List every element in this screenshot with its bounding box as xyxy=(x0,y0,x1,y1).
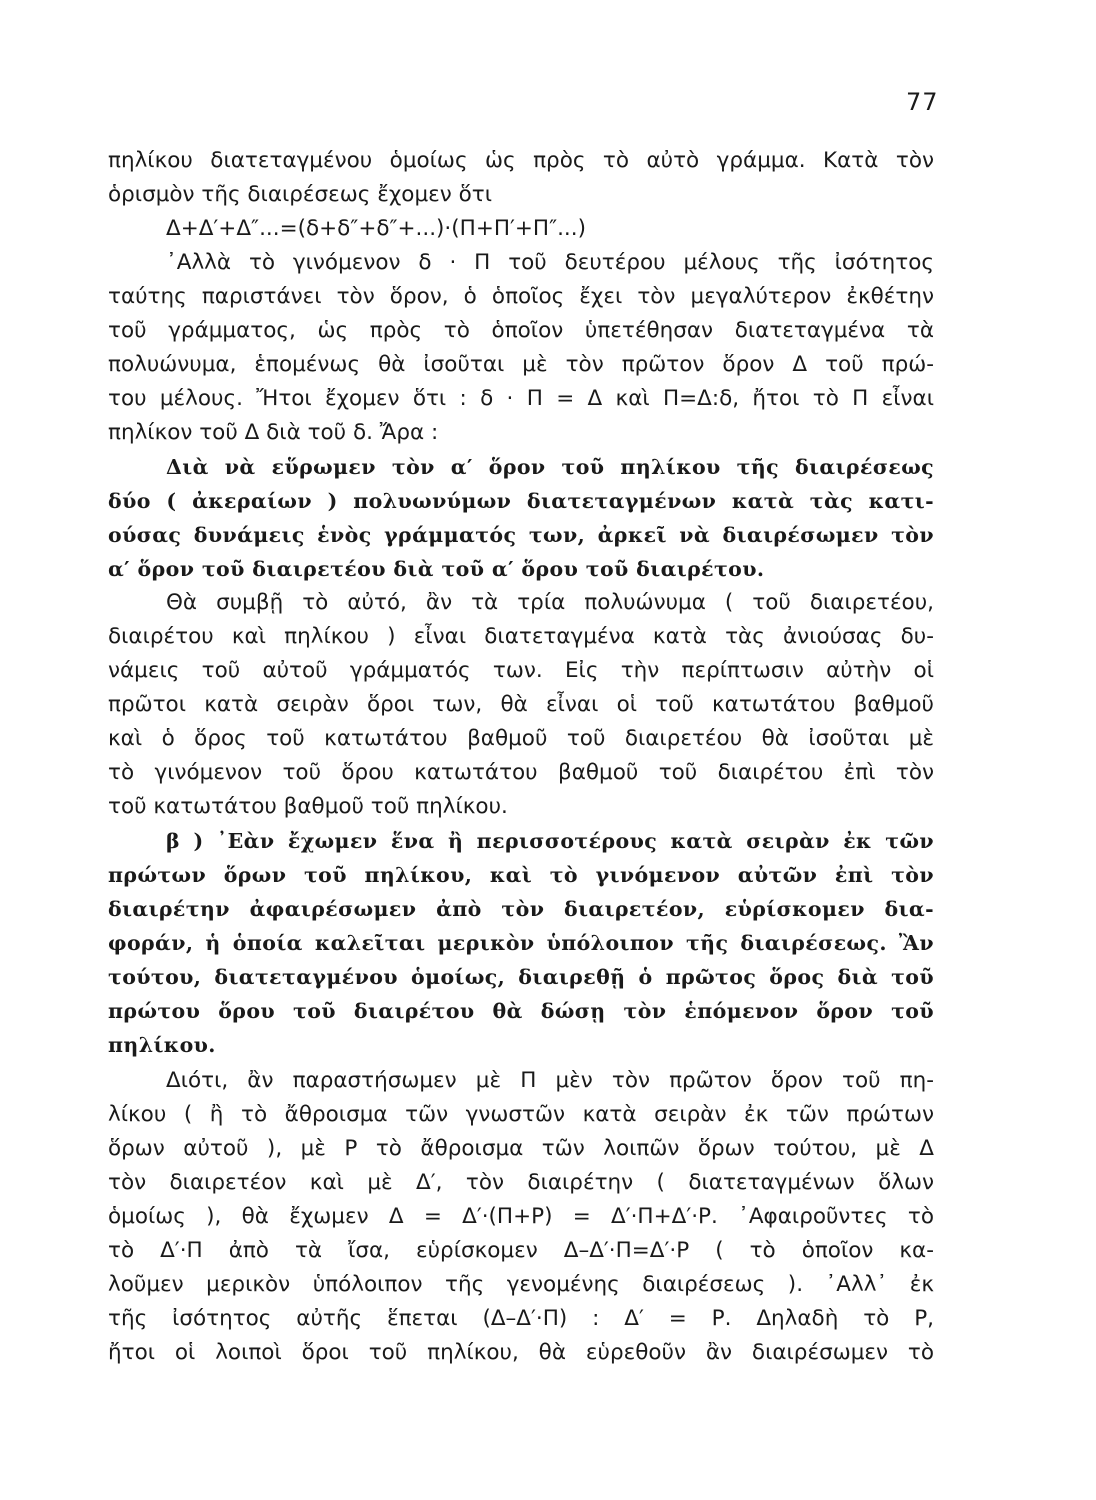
text-line: λίκου ( ἢ τὸ ἄθροισμα τῶν γνωστῶν κατὰ σειρὰν ἐκ τῶν πρώτων xyxy=(108,1102,934,1127)
rule-text-line: α′ ὅρον τοῦ διαιρετέου διὰ τοῦ α′ ὅρου τοῦ διαιρέτου. xyxy=(108,557,765,581)
text-line: Θὰ συμβῇ τὸ αὐτό, ἂν τὰ τρία πολυώνυμα ( τοῦ διαιρετέου, xyxy=(166,590,934,615)
text-line: νάμεις τοῦ αὐτοῦ γράμματός των. Εἰς τὴν περίπτωσιν αὐτὴν οἱ xyxy=(108,658,934,683)
text-line: διαιρέτου καὶ πηλίκου ) εἶναι διατεταγμένα κατὰ τὰς ἀνιούσας δυ- xyxy=(108,624,934,649)
rule-b-block xyxy=(108,824,934,1062)
rule-text-line: ούσας δυνάμεις ἑνὸς γράμματός των, ἀρκεῖ νὰ διαιρέσωμεν τὸν xyxy=(108,523,934,547)
text-line: ᾿Αλλὰ τὸ γινόμενον δ · Π τοῦ δευτέρου μέλους τῆς ἰσότητος xyxy=(166,250,934,275)
rule-text-line: διαιρέτην ἀφαιρέσωμεν ἀπὸ τὸν διαιρετέον, εὑρίσκομεν δια- xyxy=(108,897,934,921)
text-line: λοῦμεν μερικὸν ὑπόλοιπον τῆς γενομένης διαιρέσεως ). ᾿Αλλ᾿ ἐκ xyxy=(108,1272,934,1297)
rule-text-line: β ) ᾿Εὰν ἔχωμεν ἕνα ἢ περισσοτέρους κατὰ σειρὰν ἐκ τῶν xyxy=(166,829,934,853)
text-line: τοῦ γράμματος, ὡς πρὸς τὸ ὁποῖον ὑπετέθησαν διατεταγμένα τὰ xyxy=(108,318,934,343)
text-line: πολυώνυμα, ἑπομένως θὰ ἰσοῦται μὲ τὸν πρῶτον ὅρον Δ τοῦ πρώ- xyxy=(108,352,934,377)
rule-text-line: φοράν, ἡ ὁποία καλεῖται μερικὸν ὑπόλοιπον τῆς διαιρέσεως. Ἂν xyxy=(108,931,934,955)
text-line: τὸ γινόμενον τοῦ ὅρου κατωτάτου βαθμοῦ τοῦ διαιρέτου ἐπὶ τὸν xyxy=(108,760,934,785)
text-line: ταύτης παριστάνει τὸν ὅρον, ὁ ὁποῖος ἔχει τὸν μεγαλύτερον ἐκθέτην xyxy=(108,284,934,309)
text-body xyxy=(108,144,934,824)
text-line: τὸν διαιρετέον καὶ μὲ Δ′, τὸν διαιρέτην ( διατεταγμένων ὅλων xyxy=(108,1170,934,1195)
text-line: πρῶτοι κατὰ σειρὰν ὅροι των, θὰ εἶναι οἱ τοῦ κατωτάτου βαθμοῦ xyxy=(108,692,934,717)
equation-line: Δ+Δ′+Δ″...=(δ+δ″+δ″+...)·(Π+Π′+Π″...) xyxy=(166,216,586,241)
text-line: τοῦ κατωτάτου βαθμοῦ τοῦ πηλίκου. xyxy=(108,794,508,819)
text-line: καὶ ὁ ὅρος τοῦ κατωτάτου βαθμοῦ τοῦ διαιρετέου θὰ ἰσοῦται μὲ xyxy=(108,726,934,751)
rule-text-line: πηλίκου. xyxy=(108,1033,216,1057)
text-line: τῆς ἰσότητος αὐτῆς ἕπεται (Δ–Δ′·Π) : Δ′ = Ρ. Δηλαδὴ τὸ Ρ, xyxy=(108,1306,934,1331)
text-line: πηλίκον τοῦ Δ διὰ τοῦ δ. Ἄρα : xyxy=(108,420,439,445)
rule-text-line: δύο ( ἀκεραίων ) πολυωνύμων διατεταγμένων κατὰ τὰς κατι- xyxy=(108,489,934,513)
text-line: ὅρων αὐτοῦ ), μὲ Ρ τὸ ἄθροισμα τῶν λοιπῶν ὅρων τούτου, μὲ Δ xyxy=(108,1136,934,1161)
text-line: τὸ Δ′·Π ἀπὸ τὰ ἴσα, εὑρίσκομεν Δ–Δ′·Π=Δ′·Ρ ( τὸ ὁποῖον κα- xyxy=(108,1238,934,1263)
rule-text-line: πρώτου ὅρου τοῦ διαιρέτου θὰ δώσῃ τὸν ἑπόμενον ὅρον τοῦ xyxy=(108,999,934,1023)
text-line: πηλίκου διατεταγμένου ὁμοίως ὡς πρὸς τὸ αὐτὸ γράμμα. Κατὰ τὸν xyxy=(108,148,934,173)
text-line: ὁμοίως ), θὰ ἔχωμεν Δ = Δ′·(Π+Ρ) = Δ′·Π+Δ′·Ρ. ᾿Αφαιροῦντες τὸ xyxy=(108,1204,934,1229)
text-line: Διότι, ἂν παραστήσωμεν μὲ Π μὲν τὸν πρῶτον ὅρον τοῦ πη- xyxy=(166,1068,934,1093)
proof-block xyxy=(108,1064,934,1370)
rule-text-line: Διὰ νὰ εὕρωμεν τὸν α′ ὅρον τοῦ πηλίκου τῆς διαιρέσεως xyxy=(166,455,934,479)
text-line: ἤτοι οἱ λοιποὶ ὅροι τοῦ πηλίκου, θὰ εὑρεθοῦν ἂν διαιρέσωμεν τὸ xyxy=(108,1340,934,1365)
text-line: του μέλους. Ἤτοι ἔχομεν ὅτι : δ · Π = Δ καὶ Π=Δ:δ, ἤτοι τὸ Π εἶναι xyxy=(108,386,934,411)
text-line: ὁρισμὸν τῆς διαιρέσεως ἔχομεν ὅτι xyxy=(108,182,492,207)
rule-text-line: τούτου, διατεταγμένου ὁμοίως, διαιρεθῇ ὁ πρῶτος ὅρος διὰ τοῦ xyxy=(108,965,934,989)
page-number: 77 xyxy=(906,88,939,116)
rule-text-line: πρώτων ὅρων τοῦ πηλίκου, καὶ τὸ γινόμενον αὐτῶν ἐπὶ τὸν xyxy=(108,863,934,887)
